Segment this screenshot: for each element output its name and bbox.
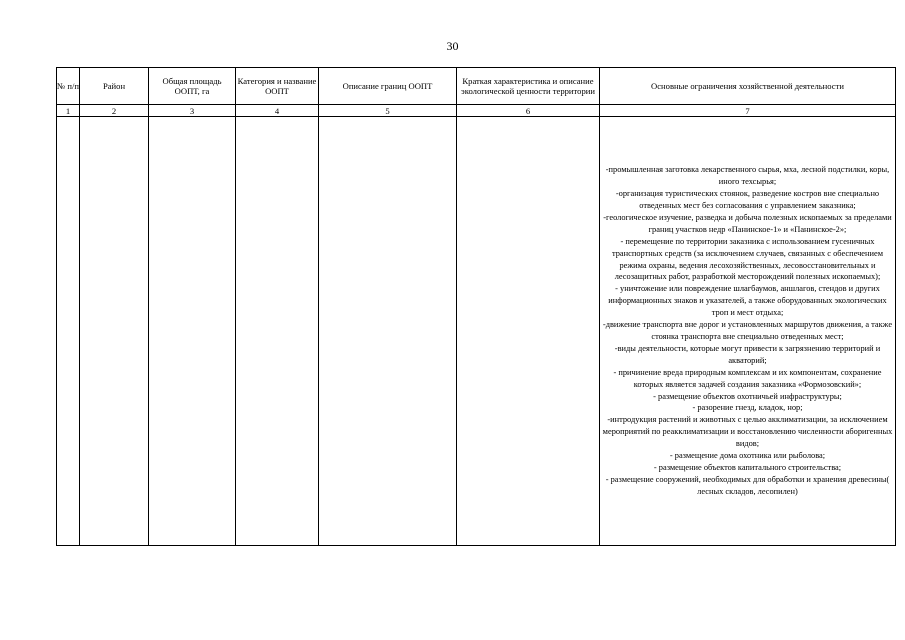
cell-district bbox=[80, 117, 149, 546]
column-number: 1 bbox=[57, 105, 80, 117]
header-area: Общая площадь ООПТ, га bbox=[149, 68, 236, 105]
cell-number bbox=[57, 117, 80, 546]
cell-borders bbox=[319, 117, 457, 546]
restriction-item: -движение транспорта вне дорог и установленных маршрутов движения, а также стоянка транспорта вне специально отведенных мест; bbox=[602, 320, 893, 341]
restriction-item: - размещение дома охотника или рыболова; bbox=[669, 451, 826, 461]
restriction-item: - размещение объектов капитального строительства; bbox=[653, 462, 842, 472]
header-district: Район bbox=[80, 68, 149, 105]
header-characteristics: Краткая характеристика и описание экологической ценности территории bbox=[457, 68, 600, 105]
header-row bbox=[57, 68, 896, 105]
column-number: 6 bbox=[457, 105, 600, 117]
restriction-item: - перемещение по территории заказника с использованием гусеничных транспортных средств (за исключением случаев, связанных с обеспечением режима охраны, ведения лесохозяйственных, лесовосстановительных и лесозащитных работ, разработкой месторождений полезных ископаемых); bbox=[611, 236, 884, 282]
table-row bbox=[57, 117, 896, 546]
cell-characteristics bbox=[457, 117, 600, 546]
restriction-item: -промышленная заготовка лекарственного сырья, мха, лесной подстилки, коры, иного техсырья; bbox=[605, 165, 890, 187]
restriction-item: - размещение объектов охотничьей инфраструктуры; bbox=[653, 391, 842, 401]
cell-area bbox=[149, 117, 236, 546]
restriction-item: - причинение вреда природным комплексам и их компонентам, сохранение которых является задачей создания заказника «Формозовский»; bbox=[613, 367, 882, 389]
header-category-name: Категория и название ООПТ bbox=[236, 68, 319, 105]
restriction-item: -организация туристических стоянок, разведение костров вне специально отведенных мест без согласования с управлением заказника; bbox=[615, 189, 880, 211]
header-borders: Описание границ ООПТ bbox=[319, 68, 457, 105]
restriction-item: - уничтожение или повреждение шлагбаумов, аншлагов, стендов и других информационных знаков и указателей, а также оборудованных экологических троп и мест отдыха; bbox=[608, 284, 887, 318]
cell-restrictions bbox=[600, 117, 896, 546]
restriction-item: - разорение гнезд, кладок, нор; bbox=[692, 403, 803, 413]
column-number: 5 bbox=[319, 105, 457, 117]
column-number-row bbox=[57, 105, 896, 117]
restriction-item: -виды деятельности, которые могут привести к загрязнению территорий и акваторий; bbox=[614, 343, 881, 365]
cell-category-name bbox=[236, 117, 319, 546]
header-restrictions: Основные ограничения хозяйственной деятельности bbox=[600, 68, 896, 105]
column-number: 7 bbox=[600, 105, 896, 117]
restriction-item: -геологическое изучение, разведка и добыча полезных ископаемых за пределами границ участков недр «Панинское-1» и «Панинское-2»; bbox=[603, 212, 892, 234]
header-number: № п/п bbox=[57, 68, 80, 105]
column-number: 3 bbox=[149, 105, 236, 117]
column-number: 4 bbox=[236, 105, 319, 117]
restriction-item: -интродукция растений и животных с целью акклиматизации, за исключением мероприятий по реакклиматизации и восстановлению численности аборигенных видов; bbox=[602, 415, 893, 449]
column-number: 2 bbox=[80, 105, 149, 117]
page-number: 30 bbox=[446, 39, 459, 53]
oopt-table bbox=[56, 67, 896, 546]
restriction-item: - размещение сооружений, необходимых для обработки и хранения древесины( лесных складов, лесопилен) bbox=[605, 474, 890, 496]
